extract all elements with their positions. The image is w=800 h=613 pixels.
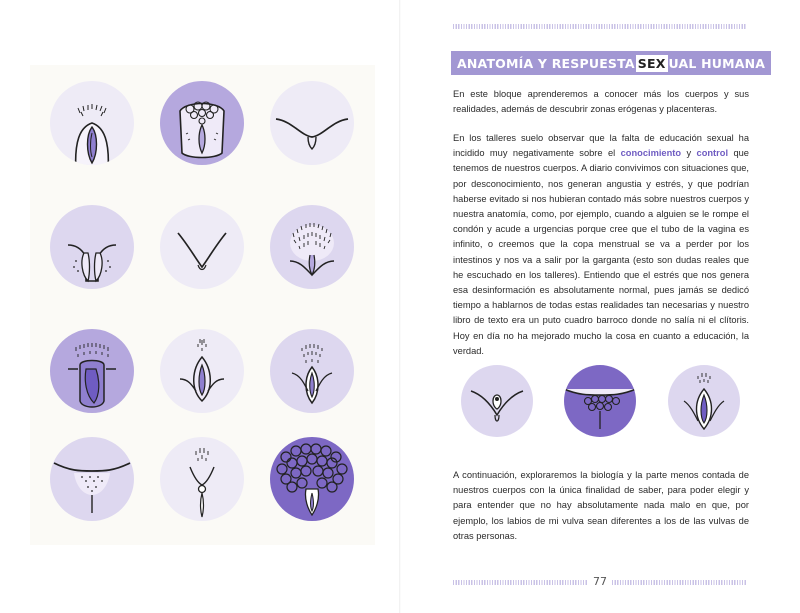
vulva-illustration-small-1 — [461, 365, 533, 437]
top-dotted-rule — [453, 24, 747, 29]
vulva-illustration-11 — [160, 437, 244, 521]
paragraph-body — [453, 131, 749, 359]
vulva-illustration-3 — [270, 81, 354, 165]
highlight-control: control — [696, 148, 729, 159]
vulva-illustration-10 — [50, 437, 134, 521]
vulva-illustration-1 — [50, 81, 134, 165]
paragraph-body-part-1: En los talleres suelo observar que la falta de educación sexual ha incidido muy negativamente sobre el — [453, 133, 749, 159]
vulva-illustration-9 — [270, 329, 354, 413]
heading-text-before: ANATOMÍA Y RESPUESTA — [457, 55, 635, 71]
illustration-panel — [30, 65, 375, 545]
vulva-illustration-2 — [160, 81, 244, 165]
vulva-illustration-8 — [160, 329, 244, 413]
vulva-illustration-4 — [50, 205, 134, 289]
heading-highlight: SEX — [637, 55, 666, 71]
paragraph-body-part-3: que tenemos de nuestros cuerpos. A diario convivimos con situaciones que, por desconocimiento, nos generan angustia y estrés, y que podrían haberse evitado si nos hubieran contado más sobre nuestros cuerpos y nuestra anatomía, como, por ejemplo, cuando a alguien se le rompe el condón y acude a urgencias porque cree que el tubo de la vagina es infinito, o creemos que la copa menstrual se va a perder por los intestinos y nos va a salir por la garganta (esto son dudas reales que he escuchado en los talleres). Entiendo que el estrés que nos genera esa desinformación es absolutamente normal, pues jamás se dedicó tiempo a hablarnos de todas estas realidades tan necesarias y nuestro libro de texto era un puto cuadro barroco donde no salía ni el clítoris. Hoy en día no ha mejorado mucho la cosa en cuanto a educación, la verdad. — [453, 148, 749, 356]
paragraph-closing: A continuación, exploraremos la biología y la parte menos contada de nuestros cuerpos con la única finalidad de saber, para poder elegir y para entender que no hay absolutamente nada malo en que, por ejemplo, los labios de mi vulva sean diferentes a los de las vulvas de otras personas. — [453, 470, 749, 541]
section-heading — [451, 51, 771, 75]
paragraph-intro: En este bloque aprenderemos a conocer más los cuerpos y sus realidades, además de descubrir zonas erógenas y placenteras. — [453, 89, 749, 115]
vulva-illustration-12 — [270, 437, 354, 521]
vulva-illustration-5 — [160, 205, 244, 289]
bottom-dotted-rule-left — [453, 580, 588, 585]
highlight-conocimiento: conocimiento — [620, 148, 682, 159]
vulva-illustration-7 — [50, 329, 134, 413]
heading-text-after: UAL HUMANA — [668, 55, 766, 71]
vulva-illustration-small-2 — [564, 365, 636, 437]
vulva-illustration-small-3 — [668, 365, 740, 437]
page-number: 77 — [593, 575, 607, 588]
book-gutter — [399, 0, 401, 613]
bottom-dotted-rule-right — [612, 580, 747, 585]
paragraph-body-part-2: y — [681, 148, 697, 159]
vulva-illustration-6 — [270, 205, 354, 289]
